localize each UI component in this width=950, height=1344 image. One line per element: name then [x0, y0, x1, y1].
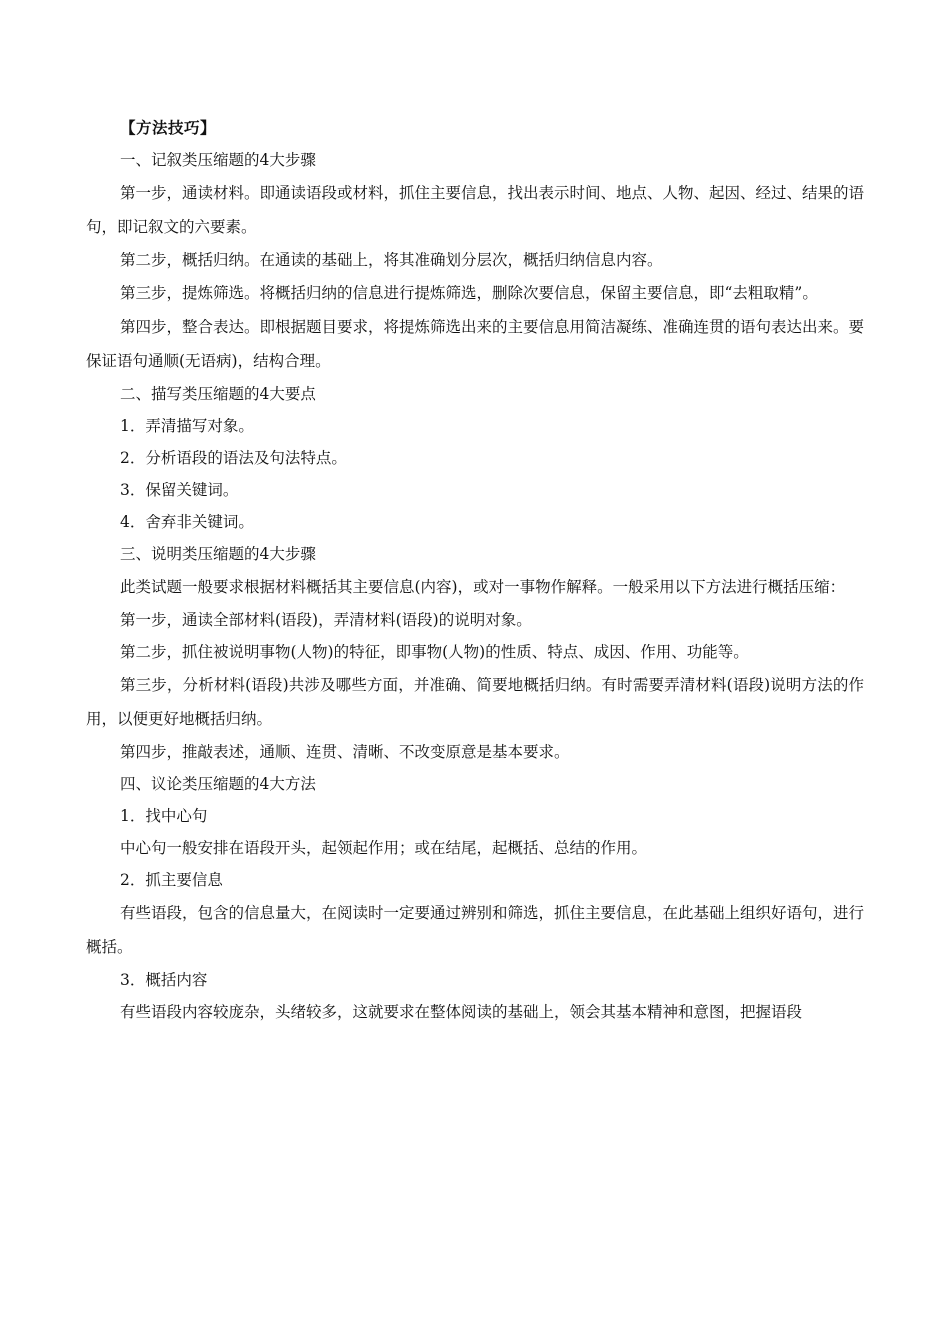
paragraph: 中心句一般安排在语段开头，起领起作用；或在结尾，起概括、总结的作用。: [120, 839, 648, 857]
list-item: 4．舍弃非关键词。: [120, 513, 254, 531]
paragraph: 第二步，概括归纳。在通读的基础上，将其准确划分层次，概括归纳信息内容。: [120, 251, 663, 269]
paragraph: 第四步，推敲表述，通顺、连贯、清晰、不改变原意是基本要求。: [120, 743, 570, 761]
paragraph: 第一步，通读全部材料(语段)，弄清材料(语段)的说明对象。: [120, 611, 532, 629]
list-item: 1．弄清描写对象。: [120, 417, 254, 435]
paragraph: 此类试题一般要求根据材料概括其主要信息(内容)，或对一事物作解释。一般采用以下方法进行概括压缩：: [120, 578, 846, 596]
paragraph: 第三步，分析材料(语段)共涉及哪些方面，并准确、简要地概括归纳。有时需要弄清材料(语段)说明方法的作用，以便更好地概括归纳。: [86, 676, 864, 728]
paragraph: 有些语段，包含的信息量大，在阅读时一定要通过辨别和筛选，抓住主要信息，在此基础上组织好语句，进行概括。: [86, 904, 865, 956]
paragraph: 第四步，整合表达。即根据题目要求，将提炼筛选出来的主要信息用简洁凝练、准确连贯的语句表达出来。要保证语句通顺(无语病)，结构合理。: [86, 318, 865, 370]
section-title: 【方法技巧】: [120, 118, 217, 137]
section-heading: 四、议论类压缩题的4大方法: [120, 775, 316, 793]
subheading: 3．概括内容: [120, 971, 208, 989]
paragraph: 第二步，抓住被说明事物(人物)的特征，即事物(人物)的性质、特点、成因、作用、功能等。: [120, 643, 749, 661]
subheading: 1．找中心句: [120, 807, 208, 825]
paragraph: 第一步，通读材料。即通读语段或材料，抓住主要信息，找出表示时间、地点、人物、起因、经过、结果的语句，即记叙文的六要素。: [86, 184, 865, 236]
section-heading: 一、记叙类压缩题的4大步骤: [120, 151, 316, 169]
paragraph: 第三步，提炼筛选。将概括归纳的信息进行提炼筛选，删除次要信息，保留主要信息，即“去粗取精”。: [120, 284, 818, 302]
section-heading: 三、说明类压缩题的4大步骤: [120, 545, 316, 563]
section-heading: 二、描写类压缩题的4大要点: [120, 385, 316, 403]
subheading: 2．抓主要信息: [120, 871, 223, 889]
list-item: 3．保留关键词。: [120, 481, 239, 499]
list-item: 2．分析语段的语法及句法特点。: [120, 449, 347, 467]
paragraph: 有些语段内容较庞杂，头绪较多，这就要求在整体阅读的基础上，领会其基本精神和意图，把握语段: [120, 1003, 803, 1021]
